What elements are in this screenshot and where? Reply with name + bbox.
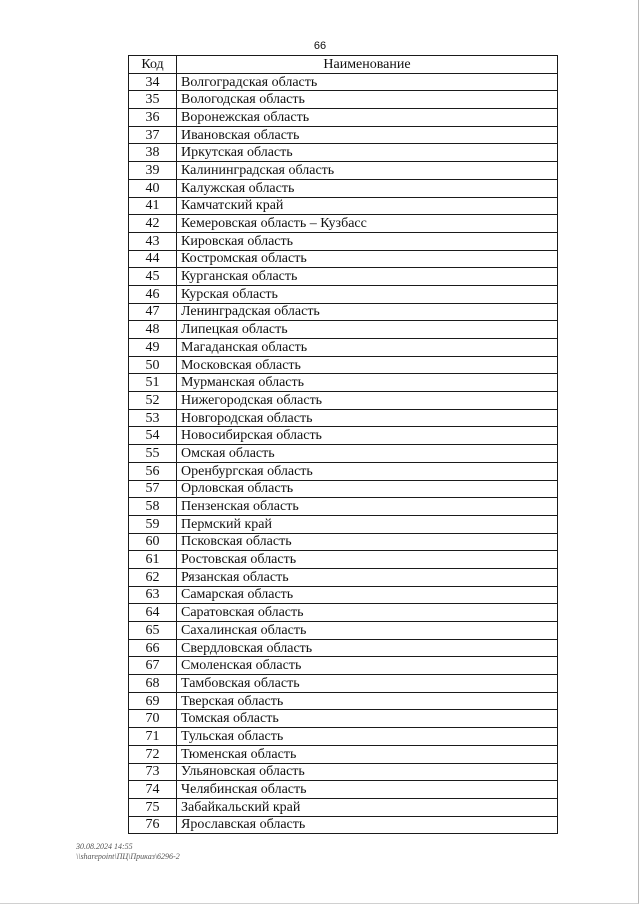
table-row [129,392,558,410]
region-code: 73 [129,763,177,781]
region-code: 65 [129,622,177,640]
region-name: Камчатский край [177,197,558,215]
region-name: Свердловская область [177,639,558,657]
page-number: 66 [313,40,327,52]
region-code: 56 [129,462,177,480]
region-code: 49 [129,339,177,357]
region-name: Рязанская область [177,568,558,586]
region-name: Кемеровская область – Кузбасс [177,215,558,233]
footer-stamp [76,842,180,862]
table-row [129,657,558,675]
region-name: Томская область [177,710,558,728]
table-row [129,144,558,162]
region-code: 61 [129,551,177,569]
region-code: 70 [129,710,177,728]
table-row [129,498,558,516]
region-name: Самарская область [177,586,558,604]
table-row [129,745,558,763]
table-row [129,321,558,339]
region-code: 43 [129,232,177,250]
region-code: 76 [129,816,177,834]
table-row [129,462,558,480]
region-name: Новосибирская область [177,427,558,445]
table-header-row [129,56,558,74]
region-code: 47 [129,303,177,321]
region-name: Забайкальский край [177,798,558,816]
region-code: 53 [129,409,177,427]
table-row [129,303,558,321]
region-name: Воронежская область [177,109,558,127]
header-name: Наименование [177,56,558,74]
region-name: Ярославская область [177,816,558,834]
region-name: Псковская область [177,533,558,551]
region-code: 66 [129,639,177,657]
region-name: Орловская область [177,480,558,498]
table-row [129,533,558,551]
table-row [129,268,558,286]
table-row [129,622,558,640]
region-code: 38 [129,144,177,162]
region-name: Калужская область [177,179,558,197]
region-code: 58 [129,498,177,516]
table-row [129,710,558,728]
region-code: 42 [129,215,177,233]
region-code: 67 [129,657,177,675]
table-row [129,73,558,91]
region-code: 69 [129,692,177,710]
table-row [129,445,558,463]
region-code: 41 [129,197,177,215]
region-code: 40 [129,179,177,197]
region-name: Ленинградская область [177,303,558,321]
region-code: 68 [129,675,177,693]
table-row [129,692,558,710]
table-row [129,215,558,233]
region-name: Мурманская область [177,374,558,392]
region-code: 74 [129,781,177,799]
region-name: Ульяновская область [177,763,558,781]
table-row [129,427,558,445]
region-code: 37 [129,126,177,144]
region-code: 59 [129,515,177,533]
region-code: 60 [129,533,177,551]
table-row [129,374,558,392]
region-code: 75 [129,798,177,816]
region-name: Ивановская область [177,126,558,144]
region-name: Калининградская область [177,162,558,180]
region-name: Сахалинская область [177,622,558,640]
region-code: 34 [129,73,177,91]
region-code: 44 [129,250,177,268]
region-name: Тюменская область [177,745,558,763]
region-code: 54 [129,427,177,445]
table-row [129,126,558,144]
table-row [129,162,558,180]
region-code: 55 [129,445,177,463]
region-code: 50 [129,356,177,374]
table-row [129,781,558,799]
region-name: Тверская область [177,692,558,710]
table-row [129,763,558,781]
region-code: 57 [129,480,177,498]
region-name: Иркутская область [177,144,558,162]
region-code: 45 [129,268,177,286]
table-row [129,639,558,657]
table-row [129,250,558,268]
table-row [129,586,558,604]
regions-table [128,55,558,834]
region-name: Курская область [177,285,558,303]
table-row [129,551,558,569]
region-code: 51 [129,374,177,392]
region-name: Липецкая область [177,321,558,339]
region-code: 39 [129,162,177,180]
table-row [129,604,558,622]
region-name: Саратовская область [177,604,558,622]
table-row [129,798,558,816]
table-row [129,728,558,746]
region-name: Оренбургская область [177,462,558,480]
footer-date: 30.08.2024 14:55 [76,842,133,851]
table-row [129,339,558,357]
footer-path: \\sharepoint\ПЦ\Приказ\6296-2 [76,852,180,861]
table-row [129,409,558,427]
region-name: Волгоградская область [177,73,558,91]
region-code: 36 [129,109,177,127]
region-name: Омская область [177,445,558,463]
region-name: Пензенская область [177,498,558,516]
region-code: 46 [129,285,177,303]
table-body [129,73,558,834]
region-name: Вологодская область [177,91,558,109]
region-code: 64 [129,604,177,622]
table-row [129,109,558,127]
table-row [129,179,558,197]
region-name: Московская область [177,356,558,374]
table-row [129,675,558,693]
region-code: 63 [129,586,177,604]
table-row [129,285,558,303]
region-name: Тульская область [177,728,558,746]
region-code: 71 [129,728,177,746]
region-name: Новгородская область [177,409,558,427]
header-code: Код [129,56,177,74]
region-code: 52 [129,392,177,410]
region-name: Смоленская область [177,657,558,675]
table-row [129,816,558,834]
region-name: Нижегородская область [177,392,558,410]
region-name: Пермский край [177,515,558,533]
region-name: Костромская область [177,250,558,268]
table-row [129,356,558,374]
region-code: 72 [129,745,177,763]
region-name: Тамбовская область [177,675,558,693]
table-row [129,480,558,498]
region-name: Курганская область [177,268,558,286]
region-name: Челябинская область [177,781,558,799]
region-code: 48 [129,321,177,339]
table-row [129,515,558,533]
region-name: Ростовская область [177,551,558,569]
table-row [129,197,558,215]
region-code: 62 [129,568,177,586]
table-row [129,91,558,109]
table-row [129,568,558,586]
region-name: Магаданская область [177,339,558,357]
region-name: Кировская область [177,232,558,250]
region-code: 35 [129,91,177,109]
table-row [129,232,558,250]
